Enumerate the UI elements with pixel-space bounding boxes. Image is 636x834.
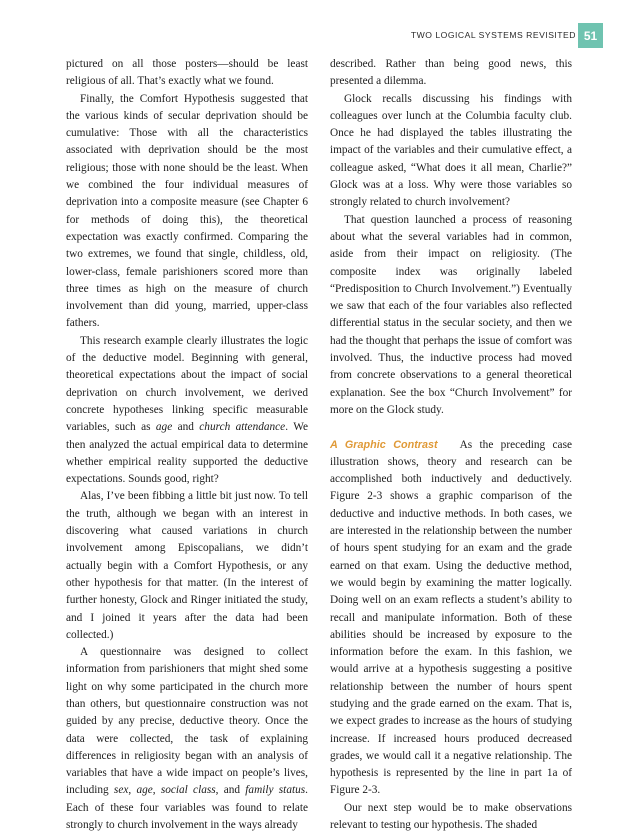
italic-term: church attendance	[199, 421, 286, 434]
page-number: 51	[578, 23, 603, 48]
running-head: TWO LOGICAL SYSTEMS REVISITED	[410, 30, 576, 40]
paragraph	[330, 437, 572, 800]
text-run: A questionnaire was designed to collect information from parishioners that might shed some light on why some participated in the church more than others, but questionnaire construction was not guided by any precise, deductive theory. Once the data were collected, the task of explaining differences in religiosity began with an analysis of variables that have a wide impact on people’s lives, including	[66, 646, 308, 797]
text-run: . Each of these four variables was found to relate strongly to church involvement in the ways already	[66, 784, 308, 832]
italic-term: age	[136, 784, 153, 797]
text-run: This research example clearly illustrates the logic of the deductive model. Beginning with general, theoretical expectations about the impact of social deprivation on church involvement, we derived concrete hypotheses linking specific measurable variables, such as	[66, 334, 308, 434]
paragraph: Glock recalls discussing his findings with colleagues over lunch at the Columbia faculty club. Once he had displayed the tables illustrating the impact of the variables and their cumulative effect, a colleague asked, “What does it all mean, Charlie?” Glock was at a loss. Why were those variables so strongly related to church involvement?	[330, 92, 572, 209]
italic-term: sex	[113, 784, 129, 797]
italic-term: age	[155, 421, 173, 434]
italic-term: family status	[245, 784, 306, 797]
paragraph: Finally, the Comfort Hypothesis suggested that the various kinds of secular deprivation should be cumulative: Those with all the characteristics associated with deprivation should be the most religious; those with none should be the least. When we combined the four individual measures of deprivation into a composite measure (see Chapter 6 for methods of doing this), the theoretical expectation was exactly confirmed. Comparing the two extremes, we found that single, childless, old, lower-class, female parishioners scored more than three times as high on the measure of church involvement than did young, married, upper-class fathers.	[66, 92, 308, 330]
text-run: ,	[128, 784, 137, 797]
paragraph: Alas, I’ve been fibbing a little bit just now. To tell the truth, although we began with an interest in discovering what caused variations in church involvement among Episcopalians, we didn’t actually begin with a Comfort Hypothesis, or any other hypothesis for that matter. (In the interest of further honesty, Glock and Ringer initiated the study, and I joined it years after the data had been collected.)	[66, 490, 308, 641]
paragraph	[66, 644, 308, 834]
left-column	[66, 56, 308, 834]
paragraph: That question launched a process of reasoning about what the several variables had in common, aside from their impact on religiosity. (The composite index was originally labeled “Predisposition to Church Involvement.”) Eventually we saw that each of the four variables also reflected differential status in the secular society, and then we had the thought that perhaps the issue of comfort was involved. Thus, the inductive process had moved from concrete observations to a general theoretical explanation. See the box “Church Involvement” for more on the Glock study.	[330, 213, 572, 416]
text-run: . We then analyzed the actual empirical data to determine whether empirical reality supported the deductive expectations. Sounds good, right?	[66, 421, 308, 486]
text-run: ,	[152, 784, 161, 797]
text-run: and	[172, 421, 200, 434]
paragraph: described. Rather than being good news, this presented a dilemma.	[330, 58, 572, 88]
text-run: As the preceding case illustration shows, theory and research can be accomplished both inductively and deductively. Figure 2-3 shows a graphic comparison of the deductive and inductive methods. In both cases, we are interested in the relationship between the number of hours spent studying for an exam and the grade earned on that exam. Using the deductive method, we would begin by examining the matter logically. Doing well on an exam reflects a student’s ability to recall and manipulate information. Both of these abilities should be increased by exposure to the information before the exam. In this fashion, we would arrive at a hypothesis suggesting a positive relationship between the number of hours spent studying and the grade earned on the exam. That is, we expect grades to increase as the hours of studying increase. If increased hours produced decreased grades, we would call it a negative relationship. The hypothesis is represented by the line in part 1a of Figure 2-3.	[330, 438, 572, 797]
text-run: , and	[215, 784, 246, 797]
paragraph: Our next step would be to make observations relevant to testing our hypothesis. The shaded	[330, 801, 572, 832]
right-column	[330, 56, 572, 834]
paragraph: pictured on all those posters—should be least religious of all. That’s exactly what we found.	[66, 58, 308, 88]
italic-term: social class	[160, 784, 216, 797]
paragraph	[66, 333, 308, 489]
section-subhead: A Graphic Contrast	[330, 438, 438, 451]
